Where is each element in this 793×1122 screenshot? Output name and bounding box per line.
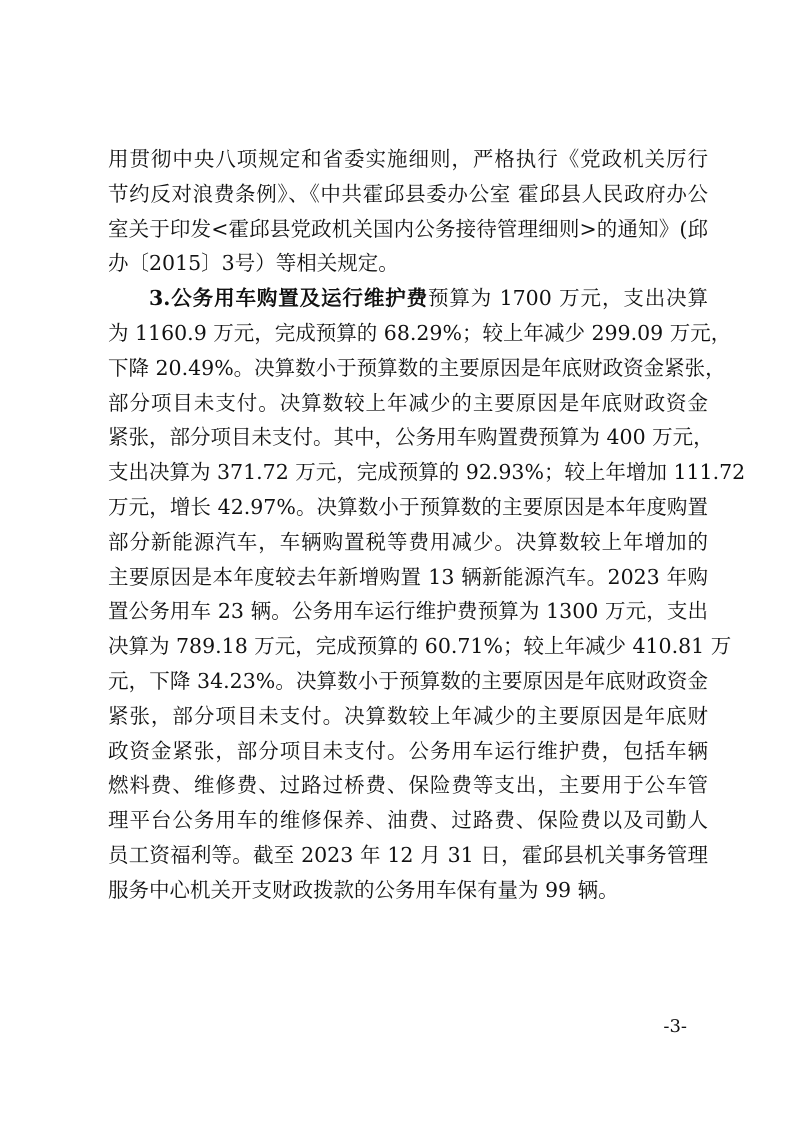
paragraph-2-line-12: 元，下降 34.23%。决算数小于预算数的主要原因是年底财政资金	[108, 668, 708, 693]
paragraph-2-line-18: 服务中心机关开支财政拨款的公务用车保有量为 99 辆。	[108, 877, 619, 902]
paragraph-2-line-13: 紧张，部分项目未支付。决算数较上年减少的主要原因是年底财	[108, 703, 708, 728]
paragraph-2-line-4: 部分项目未支付。决算数较上年减少的主要原因是年底财政资金	[108, 390, 708, 415]
paragraph-1-line-1: 用贯彻中央八项规定和省委实施细则，严格执行《党政机关厉行	[108, 147, 708, 171]
paragraph-2-line-11: 决算为 789.18 万元，完成预算的 60.71%；较上年减少 410.81 万	[108, 634, 732, 659]
paragraph-2-line-3: 下降 20.49%。决算数小于预算数的主要原因是年底财政资金紧张，	[108, 355, 726, 380]
page-number: -3-	[663, 1016, 687, 1037]
paragraph-2-line-10: 置公务用车 23 辆。公务用车运行维护费预算为 1300 万元，支出	[108, 599, 708, 624]
paragraph-2-line-1-text: 预算为 1700 万元，支出决算	[428, 286, 709, 311]
paragraph-2-line-7: 万元，增长 42.97%。决算数小于预算数的主要原因是本年度购置	[108, 494, 708, 519]
paragraph-2-line-16: 理平台公务用车的维修保养、油费、过路费、保险费以及司勤人	[108, 808, 708, 833]
paragraph-2-line-15: 燃料费、维修费、过路过桥费、保险费等支出，主要用于公车管	[108, 773, 708, 798]
paragraph-2-line-8: 部分新能源汽车，车辆购置税等费用减少。决算数较上年增加的	[108, 529, 708, 554]
paragraph-2-line-9: 主要原因是本年度较去年新增购置 13 辆新能源汽车。2023 年购	[108, 564, 708, 589]
paragraph-2-line-5: 紧张，部分项目未支付。其中，公务用车购置费预算为 400 万元，	[108, 425, 714, 450]
paragraph-2-line-2: 为 1160.9 万元，完成预算的 68.29%；较上年减少 299.09 万元，	[108, 320, 732, 345]
paragraph-2-line-14: 政资金紧张，部分项目未支付。公务用车运行维护费，包括车辆	[108, 738, 708, 763]
document-body	[108, 142, 746, 908]
paragraph-2-line-6: 支出决算为 371.72 万元，完成预算的 92.93%；较上年增加 111.72	[108, 460, 746, 485]
paragraph-2-line-17: 员工资福利等。截至 2023 年 12 月 31 日，霍邱县机关事务管理	[108, 842, 708, 867]
paragraph-1-line-2: 节约反对浪费条例》、《中共霍邱县委办公室 霍邱县人民政府办公	[108, 181, 708, 206]
section-heading: 3.公务用车购置及运行维护费	[149, 286, 428, 311]
paragraph-1-line-3: 室关于印发<霍邱县党政机关国内公务接待管理细则>的通知》(邱	[108, 216, 708, 241]
paragraph-2-line-1	[108, 281, 708, 316]
paragraph-1-line-4: 办〔2015〕3号）等相关规定。	[108, 251, 399, 276]
